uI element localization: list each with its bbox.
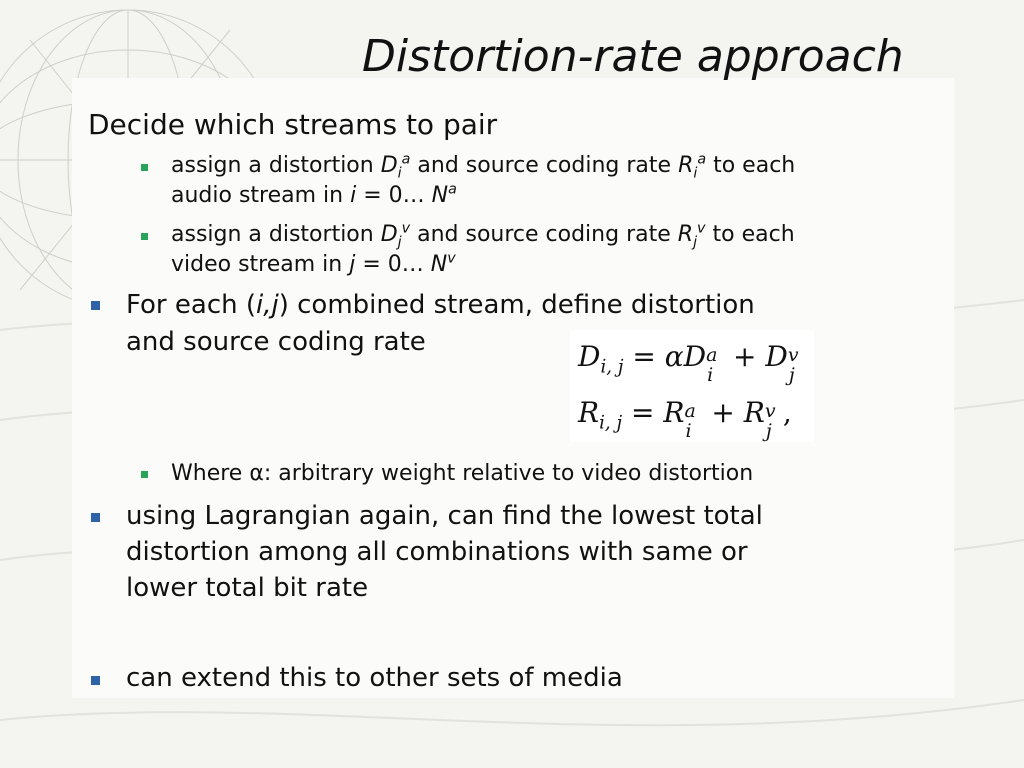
where-alpha-bullet: Where α: arbitrary weight relative to video distortion	[171, 461, 754, 486]
lagrangian-bullet-line1: using Lagrangian again, can find the lowest total	[126, 501, 763, 531]
section-heading: Decide which streams to pair	[88, 108, 498, 141]
formula-subscript: j	[788, 363, 795, 386]
formula-symbol: R	[743, 396, 765, 429]
formula-superscript: a	[706, 343, 718, 366]
audio-stream-bullet	[171, 151, 795, 181]
text-segment: and source coding rate	[410, 153, 679, 178]
text-segment: = 0…	[356, 183, 432, 208]
text-segment: video stream in	[171, 252, 350, 277]
formula-symbol: R	[578, 396, 600, 429]
subscript: j	[693, 234, 698, 251]
variable-n: N	[431, 183, 449, 208]
superscript: a	[448, 181, 457, 198]
variable-r: R	[678, 153, 694, 178]
formula-operator: =	[622, 396, 664, 429]
superscript: v	[401, 220, 411, 237]
formula-subscript: i	[685, 419, 692, 442]
superscript: v	[697, 220, 706, 237]
rate-formula	[578, 396, 792, 442]
bullet-marker	[141, 233, 148, 240]
lagrangian-bullet-line3: lower total bit rate	[126, 573, 369, 603]
text-segment: For each (	[126, 290, 256, 320]
bullet-marker	[91, 301, 100, 310]
formula-operator: +	[724, 340, 766, 373]
text-segment: audio stream in	[171, 183, 351, 208]
text-segment: to each	[706, 153, 796, 178]
superscript: a	[401, 151, 411, 168]
formula-superscript: v	[787, 343, 799, 366]
slide-title: Distortion-rate approach	[362, 31, 904, 82]
subscript: j	[397, 234, 402, 251]
formula-symbol: D	[578, 340, 601, 373]
index-variable: i	[350, 183, 357, 208]
formula-subscript: i	[707, 363, 714, 386]
variable-r: R	[677, 222, 694, 247]
formula-superscript: a	[684, 399, 696, 422]
subscript: i	[693, 165, 698, 182]
video-stream-bullet-line2	[171, 250, 456, 280]
formula-superscript: v	[764, 399, 776, 422]
text-segment: assign a distortion	[171, 222, 381, 247]
text-segment: ) combined stream, define distortion	[278, 290, 755, 320]
formula-subscript: j	[765, 419, 772, 442]
bullet-marker	[91, 513, 100, 522]
audio-stream-bullet-line2	[171, 181, 457, 211]
bullet-marker	[91, 676, 100, 685]
combined-stream-bullet-line2: and source coding rate	[126, 327, 426, 357]
formula-punctuation: ,	[782, 396, 792, 429]
formula-image	[570, 330, 814, 442]
index-variable: j	[349, 252, 356, 277]
formula-symbol: D	[683, 340, 707, 373]
text-segment: to each	[705, 222, 795, 247]
formula-symbol: R	[663, 396, 685, 429]
text-segment: assign a distortion	[171, 153, 381, 178]
bullet-marker	[141, 164, 148, 171]
combined-stream-bullet	[126, 290, 755, 321]
index-pair: i,j	[256, 290, 279, 320]
superscript: a	[697, 151, 707, 168]
formula-subscript: i, j	[599, 412, 623, 434]
formula-operator: =	[623, 340, 665, 373]
superscript: v	[447, 250, 456, 267]
bullet-marker	[141, 471, 148, 478]
lagrangian-bullet-line2: distortion among all combinations with same or	[126, 537, 748, 567]
variable-d: D	[380, 222, 398, 247]
formula-operator: +	[702, 396, 744, 429]
distortion-formula	[578, 340, 806, 386]
variable-d: D	[380, 153, 398, 178]
formula-symbol: α	[664, 340, 684, 373]
variable-n: N	[430, 252, 448, 277]
extend-bullet: can extend this to other sets of media	[126, 663, 623, 693]
formula-subscript: i, j	[600, 356, 624, 378]
formula-symbol: D	[765, 340, 788, 373]
text-segment: = 0…	[355, 252, 431, 277]
video-stream-bullet	[171, 220, 795, 250]
subscript: i	[397, 165, 402, 182]
text-segment: and source coding rate	[410, 222, 678, 247]
